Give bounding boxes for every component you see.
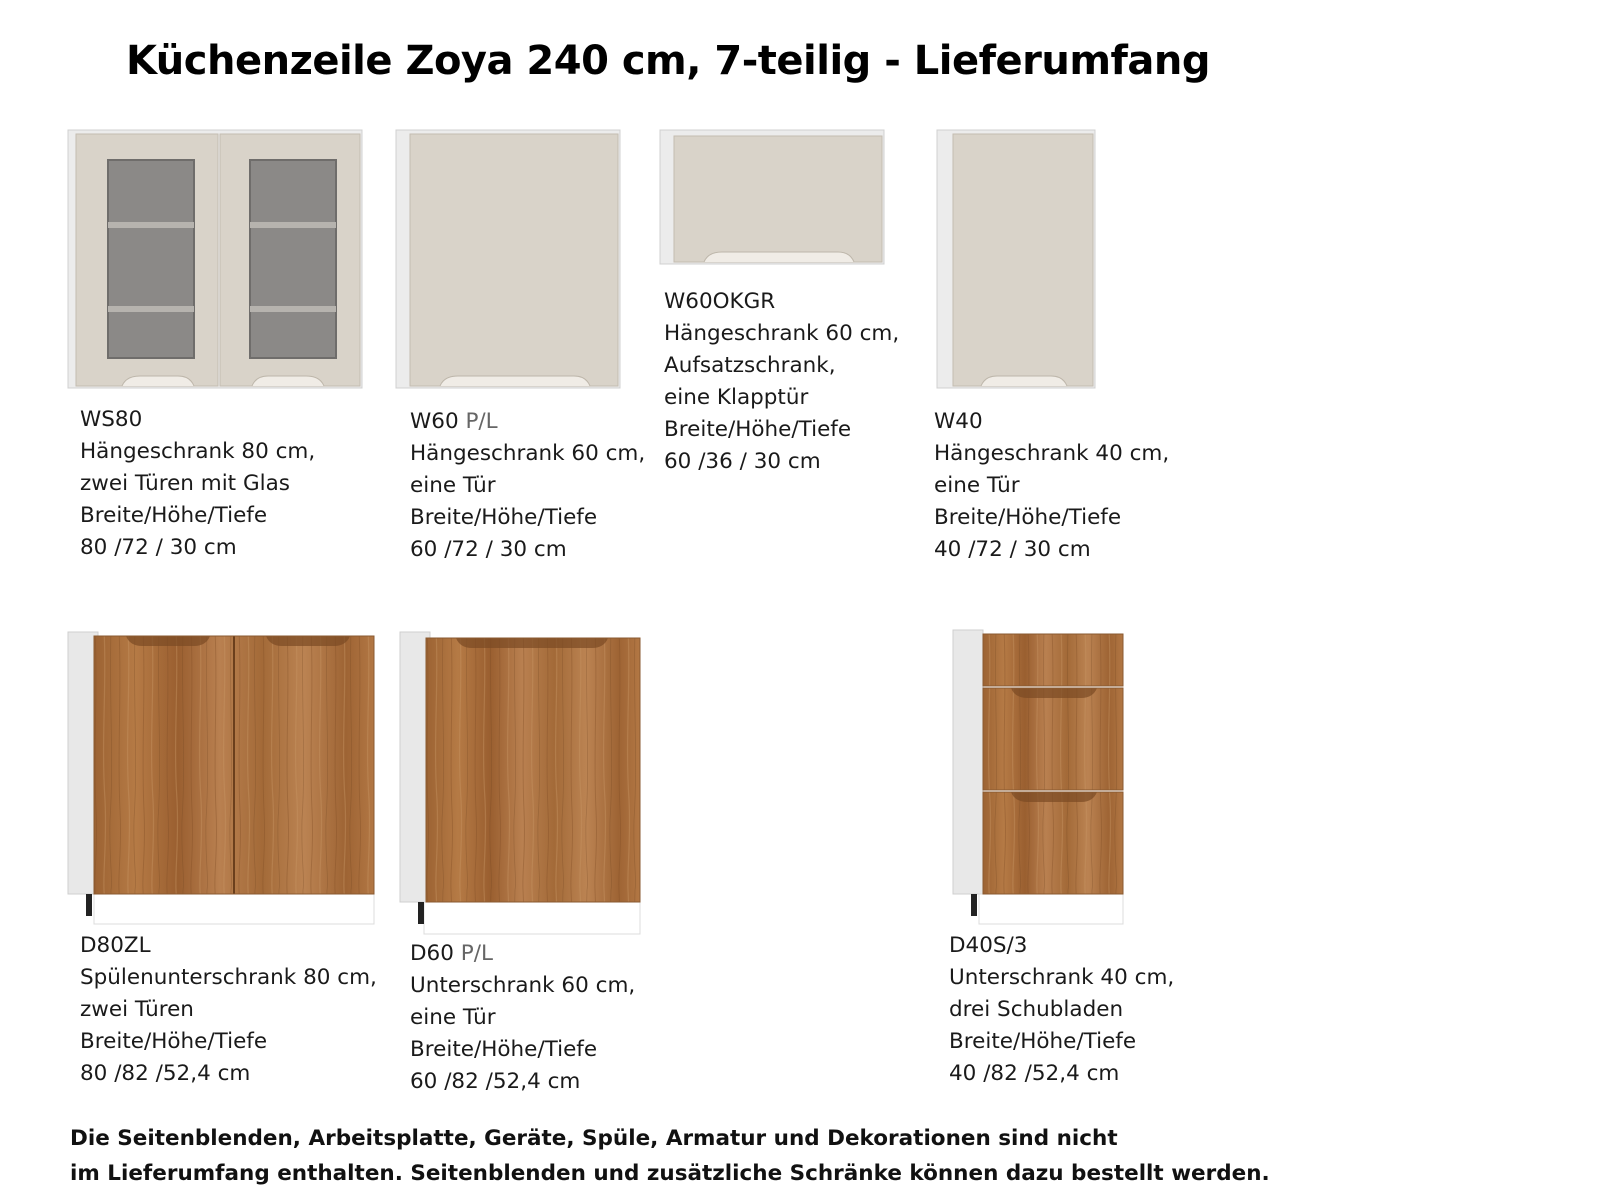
desc-line: 60 /72 / 30 cm — [410, 537, 567, 562]
desc-line: 40 /72 / 30 cm — [934, 537, 1091, 562]
desc-line: 80 /72 / 30 cm — [80, 535, 237, 560]
cabinet-d40s3-description — [949, 930, 1174, 1090]
desc-line: Breite/Höhe/Tiefe — [80, 503, 268, 528]
code-text: W60OKGR — [664, 289, 776, 314]
cabinet-ws80-description — [80, 404, 315, 564]
desc-line: Hängeschrank 40 cm, — [934, 441, 1170, 466]
code-suffix: P/L — [465, 409, 498, 434]
code-text: D60 — [410, 941, 454, 966]
cabinet-w40-image — [937, 130, 1097, 392]
cabinet-w60okgr-description — [664, 286, 899, 478]
desc-line: 60 /36 / 30 cm — [664, 449, 821, 474]
code-suffix: P/L — [460, 941, 493, 966]
desc-line: Unterschrank 40 cm, — [949, 965, 1175, 990]
desc-line: Breite/Höhe/Tiefe — [410, 1037, 598, 1062]
cabinet-w60okgr-image — [660, 130, 886, 266]
cabinet-d80zl-description — [80, 930, 377, 1090]
cabinet-code — [410, 938, 635, 970]
code-text: D40S/3 — [949, 933, 1028, 958]
desc-line: Spülenunterschrank 80 cm, — [80, 965, 377, 990]
cabinet-w60-description — [410, 406, 645, 566]
desc-line: Breite/Höhe/Tiefe — [934, 505, 1122, 530]
page-title: Küchenzeile Zoya 240 cm, 7-teilig - Lieferumfang — [126, 38, 1211, 84]
desc-line: 80 /82 /52,4 cm — [80, 1061, 251, 1086]
desc-line: Breite/Höhe/Tiefe — [410, 505, 598, 530]
code-text: W60 — [410, 409, 459, 434]
delivery-note-line: Die Seitenblenden, Arbeitsplatte, Geräte, Spüle, Armatur und Dekorationen sind nicht — [70, 1126, 1118, 1151]
desc-line: drei Schubladen — [949, 997, 1124, 1022]
cabinet-d60-description — [410, 938, 635, 1098]
desc-line: Breite/Höhe/Tiefe — [80, 1029, 268, 1054]
desc-line: zwei Türen mit Glas — [80, 471, 290, 496]
cabinet-code — [410, 406, 645, 438]
cabinet-d80zl-image — [68, 630, 380, 930]
desc-line: 40 /82 /52,4 cm — [949, 1061, 1120, 1086]
cabinet-w60-image — [396, 130, 622, 392]
code-text: W40 — [934, 409, 983, 434]
desc-line: eine Tür — [934, 473, 1020, 498]
desc-line: 60 /82 /52,4 cm — [410, 1069, 581, 1094]
desc-line: eine Tür — [410, 1005, 496, 1030]
desc-line: Breite/Höhe/Tiefe — [949, 1029, 1137, 1054]
code-text: WS80 — [80, 407, 143, 432]
code-text: D80ZL — [80, 933, 151, 958]
desc-line: Hängeschrank 80 cm, — [80, 439, 316, 464]
delivery-note-line: im Lieferumfang enthalten. Seitenblenden und zusätzliche Schränke können dazu bestellt werden. — [70, 1161, 1270, 1186]
cabinet-code — [80, 930, 377, 962]
desc-line: eine Tür — [410, 473, 496, 498]
cabinet-code — [80, 404, 315, 436]
desc-line: Aufsatzschrank, — [664, 353, 836, 378]
delivery-note — [70, 1121, 1270, 1191]
desc-line: Breite/Höhe/Tiefe — [664, 417, 852, 442]
cabinet-ws80-image — [68, 130, 364, 392]
cabinet-w40-description — [934, 406, 1169, 566]
cabinet-d40s3-image — [953, 630, 1127, 930]
cabinet-code — [934, 406, 1169, 438]
desc-line: Hängeschrank 60 cm, — [664, 321, 900, 346]
cabinet-code — [664, 286, 899, 318]
cabinet-code — [949, 930, 1174, 962]
desc-line: zwei Türen — [80, 997, 194, 1022]
desc-line: Hängeschrank 60 cm, — [410, 441, 646, 466]
desc-line: eine Klapptür — [664, 385, 809, 410]
cabinet-d60-image — [400, 630, 644, 940]
desc-line: Unterschrank 60 cm, — [410, 973, 636, 998]
